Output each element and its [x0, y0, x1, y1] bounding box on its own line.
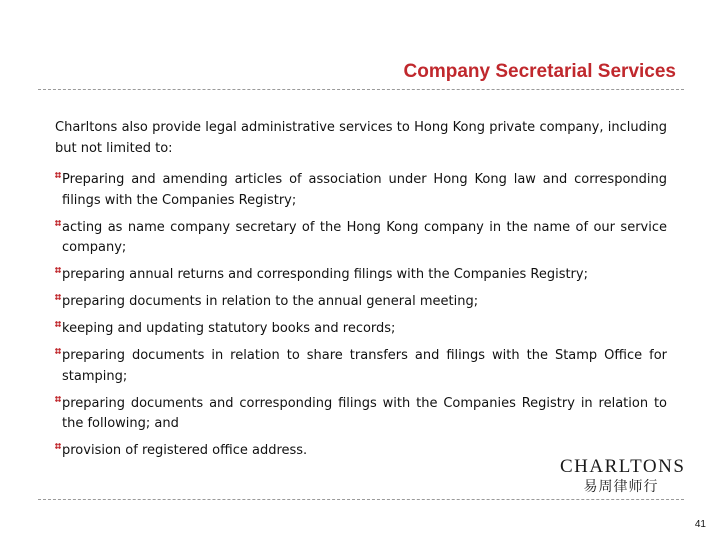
- bottom-divider: [38, 499, 684, 500]
- list-item-text: keeping and updating statutory books and records;: [62, 321, 396, 336]
- list-item: [55, 394, 667, 435]
- list-item: [55, 292, 667, 313]
- bullet-icon: [55, 348, 61, 354]
- bullet-icon: [55, 443, 61, 449]
- intro-paragraph: Charltons also provide legal administrative services to Hong Kong private company, including but not limited to:: [55, 120, 667, 156]
- bullet-icon: [55, 294, 61, 300]
- bullet-icon: [55, 396, 61, 402]
- bullet-icon: [55, 267, 61, 273]
- list-item-text: provision of registered office address.: [62, 443, 308, 458]
- bullet-icon: [55, 220, 61, 226]
- list-item: [55, 265, 667, 286]
- list-item: [55, 346, 667, 387]
- slide-body: [55, 118, 667, 468]
- slide-title: Company Secretarial Services: [403, 61, 676, 82]
- list-item-text: Preparing and amending articles of association under Hong Kong law and corresponding filings with the Companies Registry;: [62, 172, 667, 208]
- list-item: [55, 218, 667, 259]
- bullet-icon: [55, 321, 61, 327]
- bullet-icon: [55, 172, 61, 178]
- page-number: 41: [694, 519, 706, 530]
- top-divider: [38, 89, 684, 90]
- logo-chinese-name: 易周律师行: [583, 479, 659, 495]
- list-item-text: preparing documents in relation to the annual general meeting;: [62, 294, 479, 309]
- list-item-text: preparing documents in relation to share transfers and filings with the Stamp Office for stamping;: [62, 348, 667, 384]
- list-item-text: preparing annual returns and corresponding filings with the Companies Registry;: [62, 267, 588, 282]
- logo-name: CHARLTONS: [560, 456, 686, 477]
- list-item: [55, 170, 667, 211]
- list-item-text: acting as name company secretary of the Hong Kong company in the name of our service company;: [62, 219, 667, 255]
- list-item-text: preparing documents and corresponding filings with the Companies Registry in relation to the following; and: [62, 395, 667, 431]
- list-item: [55, 319, 667, 340]
- charltons-logo: [560, 456, 686, 500]
